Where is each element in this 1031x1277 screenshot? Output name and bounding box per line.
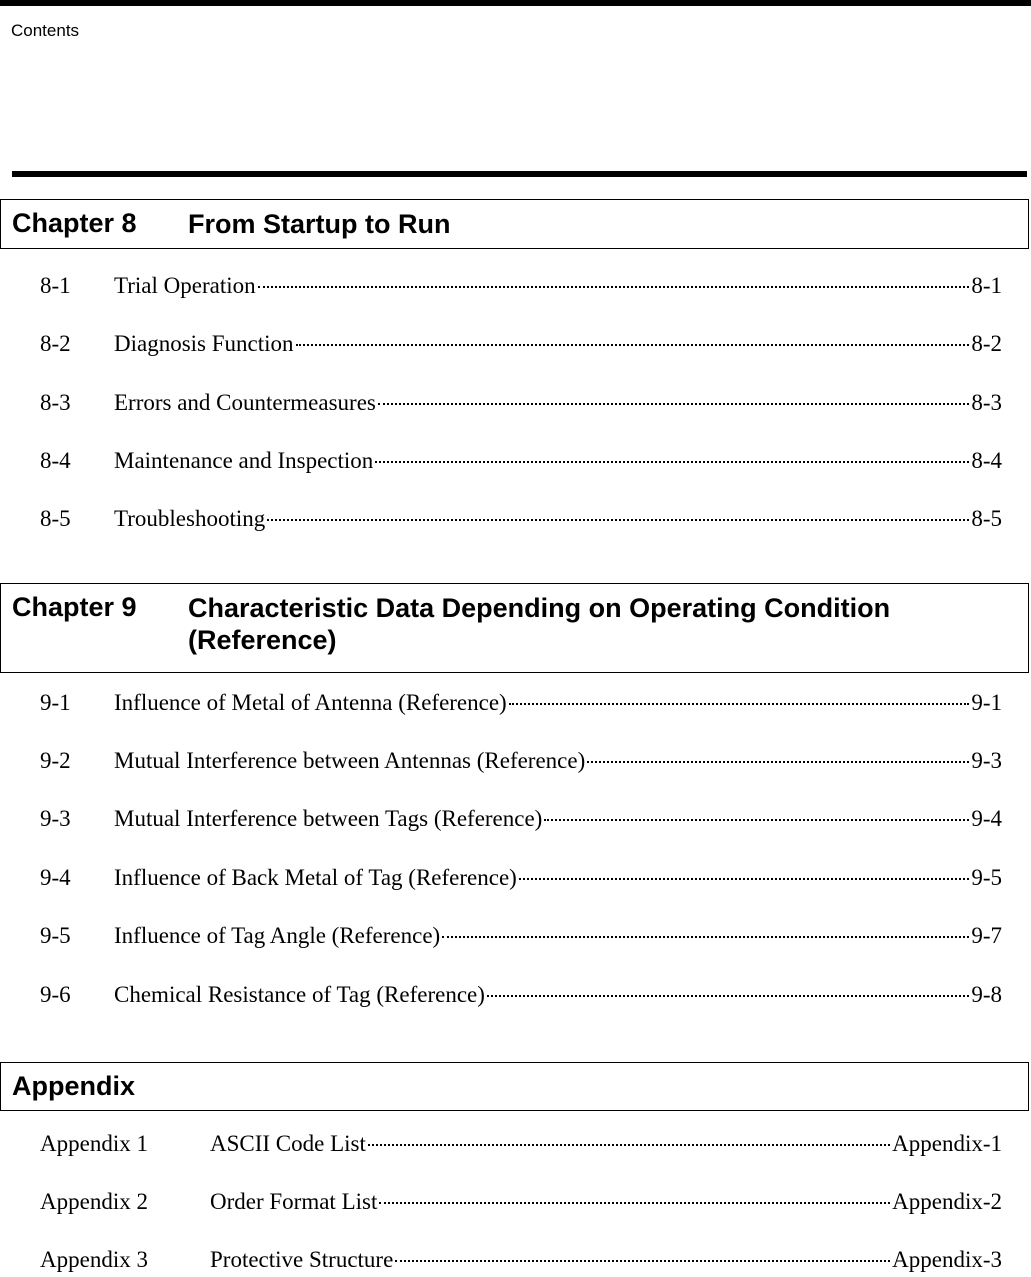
toc-entry-appendix-2[interactable] (40, 1189, 1002, 1219)
section-title[interactable]: Errors and Countermeasures (114, 390, 376, 415)
toc-entry-8-4[interactable] (40, 448, 1002, 478)
chapter-heading-8 (0, 199, 1029, 249)
toc-entry-8-5[interactable] (40, 506, 1002, 536)
page-number[interactable]: Appendix-3 (892, 1247, 1002, 1272)
page-number[interactable]: 8-1 (971, 273, 1002, 298)
dot-leader (544, 819, 969, 821)
page-number[interactable]: 9-7 (971, 923, 1002, 948)
dot-leader (378, 403, 969, 405)
page-number[interactable]: 9-3 (971, 748, 1002, 773)
page-number[interactable]: 8-2 (971, 331, 1002, 356)
chapter-number: Chapter 9 (12, 592, 137, 622)
toc-entry-8-1[interactable] (40, 273, 1002, 303)
dot-leader (519, 878, 970, 880)
page-number[interactable]: 8-4 (971, 448, 1002, 473)
page-number[interactable]: 9-1 (971, 690, 1002, 715)
page-number[interactable]: 8-3 (971, 390, 1002, 415)
appendix-heading (0, 1062, 1029, 1111)
section-title[interactable]: Diagnosis Function (114, 331, 294, 356)
toc-entry-8-3[interactable] (40, 390, 1002, 420)
section-number: 8-4 (40, 448, 71, 473)
section-number: 9-3 (40, 806, 71, 831)
dot-leader (395, 1260, 890, 1262)
dot-leader (368, 1144, 890, 1146)
toc-entry-appendix-1[interactable] (40, 1131, 1002, 1161)
dot-leader (587, 761, 969, 763)
top-rule (0, 0, 1031, 6)
appendix-number: Appendix 3 (40, 1247, 148, 1272)
dot-leader (267, 519, 969, 521)
chapter-number: Chapter 8 (12, 208, 137, 238)
page-number[interactable]: Appendix-2 (892, 1189, 1002, 1214)
chapter-number: Appendix (12, 1071, 136, 1101)
toc-entry-9-2[interactable] (40, 748, 1002, 778)
toc-entry-appendix-3[interactable] (40, 1247, 1002, 1277)
section-number: 9-6 (40, 982, 71, 1007)
toc-entry-9-1[interactable] (40, 690, 1002, 720)
toc-entry-9-6[interactable] (40, 982, 1002, 1012)
toc-entry-9-4[interactable] (40, 865, 1002, 895)
page-number[interactable]: 9-5 (971, 865, 1002, 890)
dot-leader (442, 936, 969, 938)
page-number[interactable]: 9-8 (971, 982, 1002, 1007)
section-title[interactable]: Influence of Back Metal of Tag (Reference) (114, 865, 517, 890)
section-number: 8-3 (40, 390, 71, 415)
toc-entry-9-3[interactable] (40, 806, 1002, 836)
section-number: 8-2 (40, 331, 71, 356)
appendix-title[interactable]: Protective Structure (210, 1247, 394, 1272)
running-header: Contents (11, 21, 80, 40)
dot-leader (487, 995, 969, 997)
appendix-title[interactable]: ASCII Code List (210, 1131, 366, 1156)
section-title[interactable]: Chemical Resistance of Tag (Reference) (114, 982, 485, 1007)
chapter-title: Characteristic Data Depending on Operating Condition (Reference) (188, 593, 891, 655)
dot-leader (379, 1202, 890, 1204)
section-number: 8-5 (40, 506, 71, 531)
dot-leader (258, 286, 970, 288)
chapter-heading-9 (0, 583, 1029, 673)
page-number[interactable]: 9-4 (971, 806, 1002, 831)
section-number: 9-5 (40, 923, 71, 948)
appendix-title[interactable]: Order Format List (210, 1189, 378, 1214)
section-title[interactable]: Mutual Interference between Antennas (Reference) (114, 748, 586, 773)
section-title[interactable]: Influence of Metal of Antenna (Reference) (114, 690, 507, 715)
section-number: 8-1 (40, 273, 71, 298)
page-number[interactable]: Appendix-1 (892, 1131, 1002, 1156)
dot-leader (375, 461, 969, 463)
section-number: 9-2 (40, 748, 71, 773)
section-title[interactable]: Influence of Tag Angle (Reference) (114, 923, 441, 948)
section-title[interactable]: Troubleshooting (114, 506, 266, 531)
section-title[interactable]: Maintenance and Inspection (114, 448, 374, 473)
chapter-title: From Startup to Run (188, 209, 451, 239)
toc-entry-9-5[interactable] (40, 923, 1002, 953)
appendix-number: Appendix 1 (40, 1131, 148, 1156)
toc-entry-8-2[interactable] (40, 331, 1002, 361)
section-number: 9-4 (40, 865, 71, 890)
appendix-number: Appendix 2 (40, 1189, 148, 1214)
page-number[interactable]: 8-5 (971, 506, 1002, 531)
section-number: 9-1 (40, 690, 71, 715)
dot-leader (296, 344, 970, 346)
dot-leader (509, 703, 970, 705)
section-title[interactable]: Mutual Interference between Tags (Reference) (114, 806, 543, 831)
title-rule (12, 171, 1027, 177)
section-title[interactable]: Trial Operation (114, 273, 256, 298)
